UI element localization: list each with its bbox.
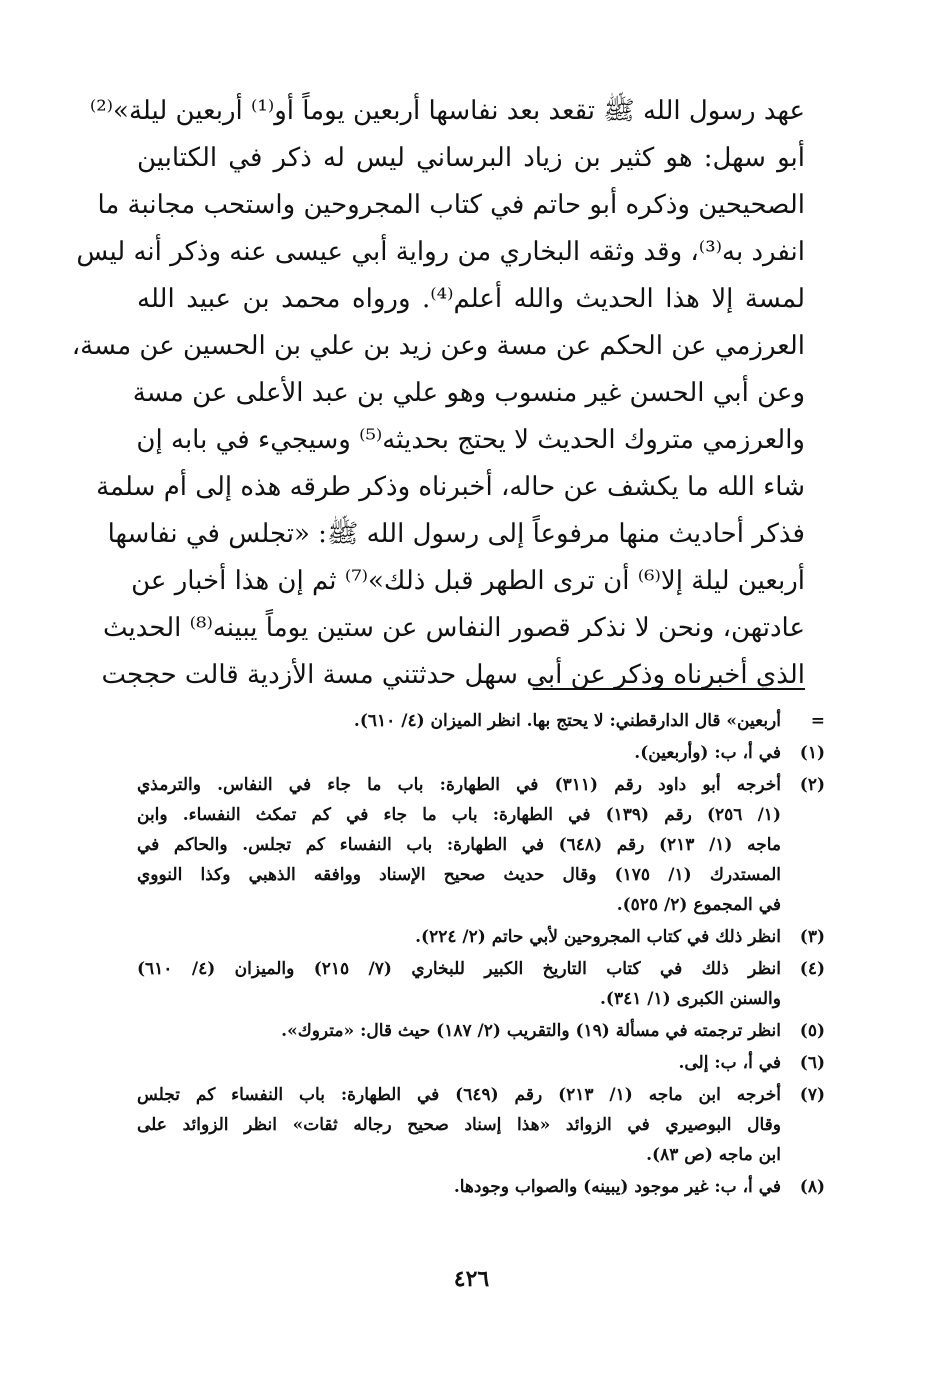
- footnote: [137, 1172, 825, 1202]
- main-text: [71, 88, 805, 699]
- footnote-line: انظر ذلك في كتاب التاريخ الكبير للبخاري (٧/ ٢١٥) والميزان (٤/ ٦١٠): [137, 959, 781, 979]
- footnote-line: في أ، ب: إلى.: [678, 1053, 781, 1073]
- text-line: والعرزمي متروك الحديث لا يحتج بحديثه⁽⁵⁾ وسيجيء في بابه إن: [136, 425, 805, 455]
- footnote-line: انظر ترجمته في مسألة (١٩) والتقريب (٢/ ١٨٧) حيث قال: «متروك».: [281, 1021, 781, 1041]
- text-line: أبو سهل: هو كثير بن زياد البرساني ليس له ذكر في الكتابين: [137, 143, 805, 173]
- footnote-text: [137, 922, 781, 952]
- footnote-number: (٢): [799, 775, 825, 795]
- footnote-number: (٤): [799, 959, 825, 979]
- text-line: عهد رسول الله ﷺ تقعد بعد نفاسها أربعين يوماً أو⁽¹⁾ أربعين ليلة»⁽²⁾: [89, 96, 805, 126]
- footnote: [137, 1048, 825, 1078]
- footnote-number: (٨): [799, 1177, 825, 1197]
- footnote-separator: [533, 688, 805, 690]
- footnote-line: والسنن الكبرى (١/ ٣٤١).: [600, 989, 781, 1009]
- footnote-line: في المجموع (٢/ ٥٢٥).: [616, 895, 781, 915]
- footnote-line: أخرجه أبو داود رقم (٣١١) في الطهارة: باب ما جاء في النفاس. والترمذي: [137, 775, 781, 795]
- footnote-line: ماجه (١/ ٢١٣) رقم (٦٤٨) في الطهارة: باب النفساء كم تجلس. والحاكم في: [137, 835, 781, 855]
- footnote-text: [137, 1172, 781, 1202]
- text-line: شاء الله ما يكشف عن حاله، أخبرناه وذكر طرقه هذه إلى أم سلمة: [96, 472, 805, 502]
- footnote: [137, 770, 825, 920]
- footnote-line: انظر ذلك في كتاب المجروحين لأبي حاتم (٢/ ٢٢٤).: [415, 927, 781, 947]
- footnotes: [137, 706, 825, 1204]
- footnote: [137, 1016, 825, 1046]
- footnote-text: [137, 1080, 781, 1170]
- page-number: ٤٢٦: [453, 1266, 490, 1292]
- footnote-text: [137, 954, 781, 1014]
- footnote-number: =: [810, 711, 825, 731]
- footnote-line: أخرجه ابن ماجه (١/ ٢١٣) رقم (٦٤٩) في الطهارة: باب النفساء كم تجلس: [137, 1085, 781, 1105]
- footnote-line: (١/ ٢٥٦) رقم (١٣٩) في الطهارة: باب ما جاء في كم تمكث النفساء. وابن: [137, 805, 781, 825]
- footnote-line: وقال البوصيري في الزوائد «هذا إسناد صحيح رجاله ثقات» انظر الزوائد على: [137, 1115, 781, 1135]
- footnote: [137, 922, 825, 952]
- text-line: لمسة إلا هذا الحديث والله أعلم⁽⁴⁾. ورواه محمد بن عبيد الله: [137, 284, 805, 314]
- footnote-number: (٥): [799, 1021, 825, 1041]
- footnote-line: في أ، ب: (وأربعين).: [634, 743, 781, 763]
- text-line: فذكر أحاديث منها مرفوعاً إلى رسول الله ﷺ: «تجلس في نفاسها: [107, 519, 805, 549]
- footnote: [137, 738, 825, 768]
- text-line: العرزمي عن الحكم عن مسة وعن زيد بن علي بن الحسين عن مسة،: [71, 331, 805, 361]
- footnote: [137, 706, 825, 736]
- text-line: الذي أخبرناه وذكر عن أبي سهل حدثتني مسة الأزدية قالت حججت: [101, 660, 805, 690]
- footnote-line: المستدرك (١/ ١٧٥) وقال حديث صحيح الإسناد ووافقه الذهبي وكذا النووي: [137, 865, 781, 885]
- footnote-text: [137, 738, 781, 768]
- footnote-text: [137, 1016, 781, 1046]
- text-line: أربعين ليلة إلا⁽⁶⁾ أن ترى الطهر قبل ذلك»⁽⁷⁾ ثم إن هذا أخبار عن: [131, 566, 805, 596]
- footnote-line: أربعين» قال الدارقطني: لا يحتج بها. انظر الميزان (٤/ ٦١٠).: [353, 711, 781, 731]
- footnote-text: [137, 1048, 781, 1078]
- footnote-number: (٦): [799, 1053, 825, 1073]
- footnote-line: ابن ماجه (ص ٨٣).: [646, 1145, 781, 1165]
- footnote-text: [137, 706, 781, 736]
- footnote-text: [137, 770, 781, 920]
- footnote-line: في أ، ب: غير موجود (يبينه) والصواب وجودها.: [453, 1177, 781, 1197]
- footnote: [137, 1080, 825, 1170]
- footnote-number: (٧): [799, 1085, 825, 1105]
- footnote-number: (١): [799, 743, 825, 763]
- text-line: انفرد به⁽³⁾، وقد وثقه البخاري من رواية أبي عيسى عنه وذكر أنه ليس: [76, 237, 805, 267]
- text-line: وعن أبي الحسن غير منسوب وهو علي بن عبد الأعلى عن مسة: [132, 378, 805, 408]
- footnote-number: (٣): [799, 927, 825, 947]
- text-line: عادتهن، ونحن لا نذكر قصور النفاس عن ستين يوماً يبينه⁽⁸⁾ الحديث: [103, 613, 805, 643]
- text-line: الصحيحين وذكره أبو حاتم في كتاب المجروحين واستحب مجانبة ما: [97, 190, 805, 220]
- footnote: [137, 954, 825, 1014]
